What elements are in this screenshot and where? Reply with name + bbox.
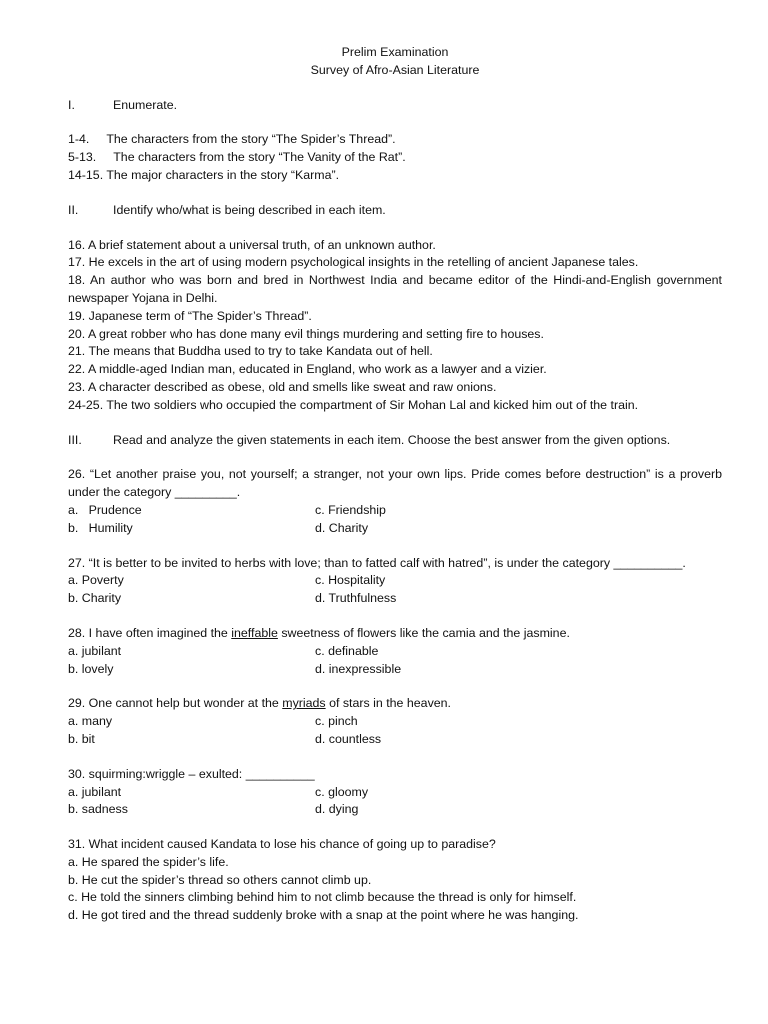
question-text-start: 28. I have often imagined the [68, 625, 232, 640]
answer-options [68, 713, 722, 749]
option-c: c. gloomy [315, 784, 369, 799]
identification-item: 19. Japanese term of “The Spider’s Thread”. [68, 308, 312, 323]
part-2-items [68, 237, 722, 415]
question-text: 30. squirming:wriggle – exulted: __________ [68, 766, 315, 781]
option-c: c. Hospitality [315, 573, 386, 588]
question-text: 31. What incident caused Kandata to lose his chance of going up to paradise? [68, 837, 496, 852]
option-d: d. dying [315, 802, 359, 817]
enumeration-item: 1-4. The characters from the story “The Spider’s Thread”. [68, 132, 396, 147]
question-text: 27. “It is better to be invited to herbs with love; than to fatted calf with hatred”, is under the category __________. [68, 555, 686, 570]
option-b: b. sadness [68, 802, 128, 817]
question-text [68, 695, 722, 713]
identification-item: 17. He excels in the art of using modern psychological insights in the retelling of ancient Japanese tales. [68, 255, 639, 270]
option-d: d. inexpressible [315, 661, 402, 676]
identification-item: 16. A brief statement about a universal truth, of an unknown author. [68, 237, 436, 252]
option-a: a. many [68, 714, 113, 729]
answer-options [68, 643, 722, 679]
question-28 [68, 625, 722, 678]
question-27 [68, 555, 722, 608]
part-3-heading [68, 432, 722, 450]
question-text-start: 29. One cannot help but wonder at the [68, 696, 283, 711]
part-2-instruction: Identify who/what is being described in each item. [113, 202, 386, 217]
identification-item: 21. The means that Buddha used to try to take Kandata out of hell. [68, 344, 433, 359]
underlined-word: myriads [282, 696, 326, 711]
underlined-word: ineffable [231, 625, 278, 640]
option-d: d. countless [315, 731, 382, 746]
part-1-instruction: Enumerate. [113, 97, 178, 112]
answer-options [68, 502, 722, 538]
identification-item: 23. A character described as obese, old and smells like sweat and raw onions. [68, 379, 497, 394]
enumeration-item: 5-13. The characters from the story “The Vanity of the Rat”. [68, 150, 406, 165]
option-a: a. jubilant [68, 784, 122, 799]
identification-item: 18. An author who was born and bred in Northwest India and became editor of the Hindi-and-English government newspaper Yojana in Delhi. [68, 273, 722, 305]
question-text-end: of stars in the heaven. [325, 696, 451, 711]
question-text-end: sweetness of flowers like the camia and the jasmine. [277, 625, 570, 640]
option-b: b. Humility [68, 520, 133, 535]
option-b: b. Charity [68, 591, 122, 606]
option-c: c. definable [315, 643, 379, 658]
part-1-heading [68, 97, 722, 115]
option-c: c. pinch [315, 714, 358, 729]
part-3-instruction: Read and analyze the given statements in each item. Choose the best answer from the given options. [113, 432, 671, 447]
option-b: b. lovely [68, 661, 114, 676]
option-a: a. He spared the spider’s life. [68, 854, 229, 869]
question-text [68, 625, 722, 643]
option-d: d. Charity [315, 520, 369, 535]
option-a: a. Prudence [68, 502, 142, 517]
part-2-heading [68, 202, 722, 220]
option-c: c. He told the sinners climbing behind him to not climb because the thread is only for himself. [68, 890, 577, 905]
question-text: 26. “Let another praise you, not yourself; a stranger, not your own lips. Pride comes before destruction” is a proverb under the category _________. [68, 467, 722, 500]
enumeration-item: 14-15. The major characters in the story “Karma”. [68, 167, 340, 182]
option-a: a. Poverty [68, 573, 124, 588]
question-26 [68, 466, 722, 537]
question-30 [68, 766, 722, 819]
answer-options [68, 784, 722, 820]
identification-item: 20. A great robber who has done many evil things murdering and setting fire to houses. [68, 326, 544, 341]
identification-item: 24-25. The two soldiers who occupied the compartment of Sir Mohan Lal and kicked him out of the train. [68, 397, 639, 412]
option-b: b. He cut the spider’s thread so others cannot climb up. [68, 872, 372, 887]
part-2-number: II. [68, 202, 79, 217]
part-1-number: I. [68, 97, 75, 112]
part-1-items [68, 131, 722, 184]
question-29 [68, 695, 722, 748]
option-a: a. jubilant [68, 643, 122, 658]
option-d: d. Truthfulness [315, 591, 397, 606]
exam-page [68, 44, 722, 925]
option-d: d. He got tired and the thread suddenly broke with a snap at the point where he was hanging. [68, 908, 579, 923]
part-3-number: III. [68, 432, 82, 447]
exam-title: Prelim Examination [341, 45, 449, 59]
exam-subtitle: Survey of Afro-Asian Literature [310, 62, 480, 77]
question-31 [68, 836, 722, 925]
answer-options [68, 572, 722, 608]
identification-item: 22. A middle-aged Indian man, educated in England, who work as a lawyer and a vizier. [68, 362, 547, 377]
option-b: b. bit [68, 731, 95, 746]
option-c: c. Friendship [315, 502, 386, 517]
